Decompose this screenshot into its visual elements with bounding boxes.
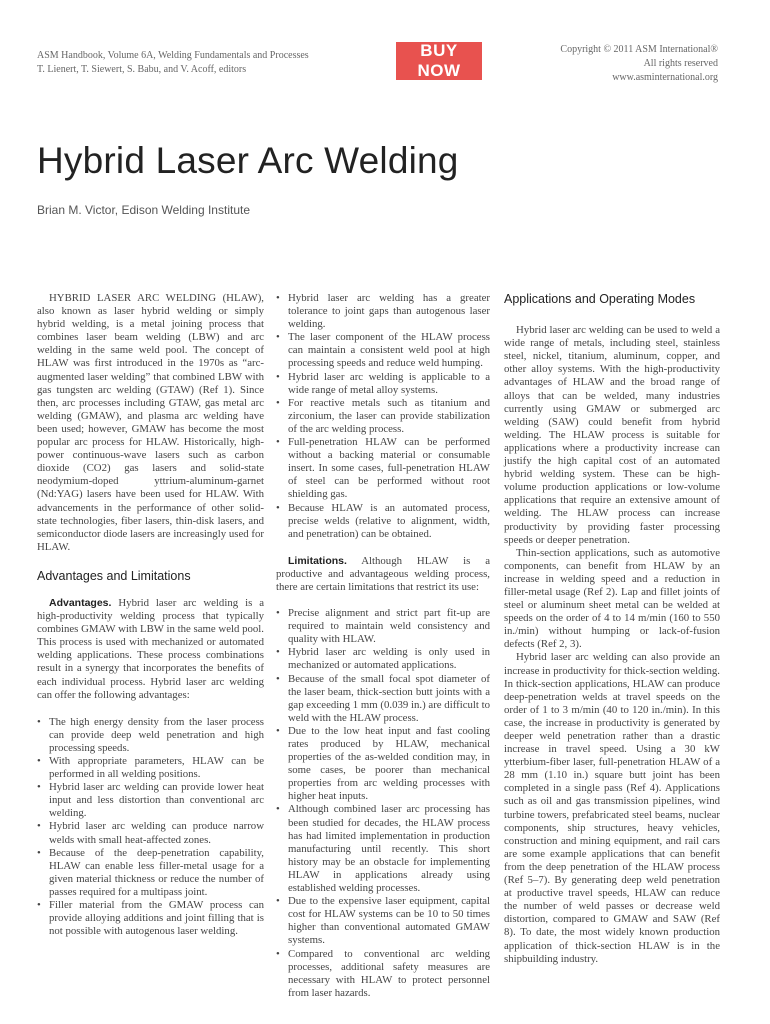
list-item: • Filler material from the GMAW process can provide alloying additions and joint filling that is not possible with autogenous laser welding.: [37, 899, 264, 938]
list-item: • Because of the deep-penetration capability, HLAW can enable less filler-metal usage for a given material thickness or reduce the number of passes required for a multipass joint.: [37, 847, 264, 899]
book-citation: [37, 49, 309, 77]
list-item: • With appropriate parameters, HLAW can be performed in all welding positions.: [37, 755, 264, 781]
limitations-text: Although HLAW is a productive and advantageous welding process, there are certain limitations that restrict its use:: [276, 554, 490, 593]
list-item: • The laser component of the HLAW process can maintain a consistent weld pool at high processing speeds and reduce weld humping.: [276, 331, 490, 370]
copyright-line: Copyright © 2011 ASM International®: [560, 44, 718, 55]
section-heading-advantages-limitations: Advantages and Limitations: [37, 568, 191, 583]
list-item: • Hybrid laser arc welding can provide lower heat input and less distortion than conventional arc welding.: [37, 781, 264, 820]
list-item: • For reactive metals such as titanium and zirconium, the laser can provide stabilization of the arc welding process.: [276, 397, 490, 436]
advantages-text: Hybrid laser arc welding is a high-productivity welding process that typically combines GMAW with LBW in the same weld pool. This process is used with mechanized or automated welding applications. These process combinations result in a synergy that incorporates the benefits of each individual process. Hybrid laser arc welding can offer the following advantages:: [37, 596, 264, 701]
article-title: Hybrid Laser Arc Welding: [37, 140, 459, 181]
advantages-paragraph: [37, 597, 264, 702]
column-1: [37, 292, 264, 938]
buy-now-button[interactable]: BUY NOW: [396, 42, 482, 80]
citation-line: ASM Handbook, Volume 6A, Welding Fundamentals and Processes: [37, 50, 309, 61]
list-item: • Because of the small focal spot diameter of the laser beam, thick-section butt joints with a gap exceeding 1 mm (0.039 in.) are difficult to weld with the HLAW process.: [276, 673, 490, 725]
list-item: • Compared to conventional arc welding processes, additional safety measures are necessary with HLAW to protect personnel from laser hazards.: [276, 948, 490, 1000]
citation-line: T. Lienert, T. Siewert, S. Babu, and V. Acoff, editors: [37, 64, 247, 75]
advantages-runin-heading: Advantages.: [49, 596, 112, 609]
list-item: • Hybrid laser arc welding is applicable to a wide range of metal alloy systems.: [276, 371, 490, 397]
advantages-list-continued: [276, 292, 490, 541]
section-heading-applications: Applications and Operating Modes: [504, 292, 696, 306]
copyright-line: All rights reserved: [643, 58, 718, 69]
body-paragraph: Hybrid laser arc welding can be used to weld a wide range of metals, including steel, stainless steel, nickel, titanium, aluminum, copper, and other alloy systems. With the high-productivity advantages of HLAW and the broad range of alloys that can be welded, many industries currently using GMAW or submerged arc welding (SAW) could benefit from hybrid welding. The HLAW process is suitable for applications where a productivity increase can justify the high capital cost of an automated hybrid welding system. These can be high-volume production applications or low-volume applications that require an extensive amount of welding. The HLAW process can increase productivity by providing faster processing speeds or deeper penetration.: [504, 324, 720, 546]
article-author: Brian M. Victor, Edison Welding Institute: [37, 203, 250, 217]
website-link[interactable]: www.asminternational.org: [612, 72, 718, 83]
body-paragraph: Hybrid laser arc welding can also provide an increase in productivity for thick-section welding. In thick-section applications, HLAW can produce deep-penetration welds at travel speeds on the order of 1 to 3 m/min (40 to 120 in./min). In this case, the increase in productivity is generated by deeper weld penetration rather than a drastic increase in travel speed. Using a 30 kW ytterbium-fiber laser, full-penetration HLAW of a 28 mm (1.10 in.) square butt joint has been completed in a single pass (Ref 4). Applications such as oil and gas transmission pipelines, wind turbine towers, prefabricated steel beams, nuclear components, ship structures, heavy vehicles, construction and mining equipment, and rail cars are some example applications that can benefit from the deep penetration of the HLAW process (Ref 5–7). By generating deep weld penetration at productive travel speeds, HLAW can reduce the number of weld passes or decrease weld distortion, compared to GMAW and SAW (Ref 8). To date, the most widely known production application of thick-section HLAW is in the shipbuilding industry.: [504, 651, 720, 965]
limitations-paragraph: [276, 555, 490, 594]
list-item: • Hybrid laser arc welding can produce narrow welds with small heat-affected zones.: [37, 820, 264, 846]
intro-paragraph: HYBRID LASER ARC WELDING (HLAW), also known as laser hybrid welding or simply hybrid welding, is a metal joining process that combines laser beam welding (LBW) and arc welding in the same weld pool. The concept of HLAW was first introduced in the 1970s as “arc-augmented laser welding” that combined LBW with gas tungsten arc welding (GTAW) (Ref 1). Since then, arc processes including GTAW, gas metal arc welding (GMAW), and plasma arc welding have been used; however, GMAW has become the most popular arc process for HLAW. Historically, high-power continuous-wave lasers such as carbon dioxide (CO2) gas lasers and solid-state neodymium-doped yttrium-aluminum-garnet (Nd:YAG) lasers have been used for HLAW. With advancements in the performance of other solid-state technologies, fiber lasers, thin-disk lasers, and semiconductor diode lasers are increasingly used for HLAW.: [37, 292, 264, 553]
copyright-block: [560, 43, 718, 85]
list-item: • Due to the low heat input and fast cooling rates produced by HLAW, mechanical properties of the as-welded condition may, in some cases, be poorer than mechanical properties from arc welding processes with higher heat inputs.: [276, 725, 490, 804]
list-item: • Because HLAW is an automated process, precise welds (relative to alignment, width, and penetration) can be obtained.: [276, 502, 490, 541]
list-item: • Precise alignment and strict part fit-up are required to maintain weld consistency and quality with HLAW.: [276, 607, 490, 646]
list-item: • Although combined laser arc processing has been studied for decades, the HLAW process has had limited implementation in production manufacturing until recently. This short history may be an obstacle for implementing HLAW in applications already using established welding processes.: [276, 803, 490, 895]
list-item: • Full-penetration HLAW can be performed without a backing material or consumable insert. In some cases, full-penetration HLAW of steel can be performed without root shielding gas.: [276, 436, 490, 501]
list-item: • The high energy density from the laser process can provide deep weld penetration and high processing speeds.: [37, 716, 264, 755]
column-2: [276, 292, 490, 1000]
limitations-list: [276, 607, 490, 1000]
limitations-runin-heading: Limitations.: [288, 554, 347, 567]
list-item: • Due to the expensive laser equipment, capital cost for HLAW systems can be 10 to 50 times higher than conventional automated GMAW systems.: [276, 895, 490, 947]
list-item: • Hybrid laser arc welding is only used in mechanized or automated applications.: [276, 646, 490, 672]
advantages-list: [37, 716, 264, 939]
body-paragraph: Thin-section applications, such as automotive components, can benefit from HLAW by an increase in welding speed and a reduction in filler-metal usage (Ref 2). Lap and fillet joints of steel or aluminum sheet metal can be welded at speeds on the order of 4 to 14 m/min (160 to 550 in./min) without humping or lack-of-fusion defects (Ref 2, 3).: [504, 546, 720, 651]
list-item: • Hybrid laser arc welding has a greater tolerance to joint gaps than autogenous laser welding.: [276, 292, 490, 331]
column-3: [504, 292, 720, 966]
